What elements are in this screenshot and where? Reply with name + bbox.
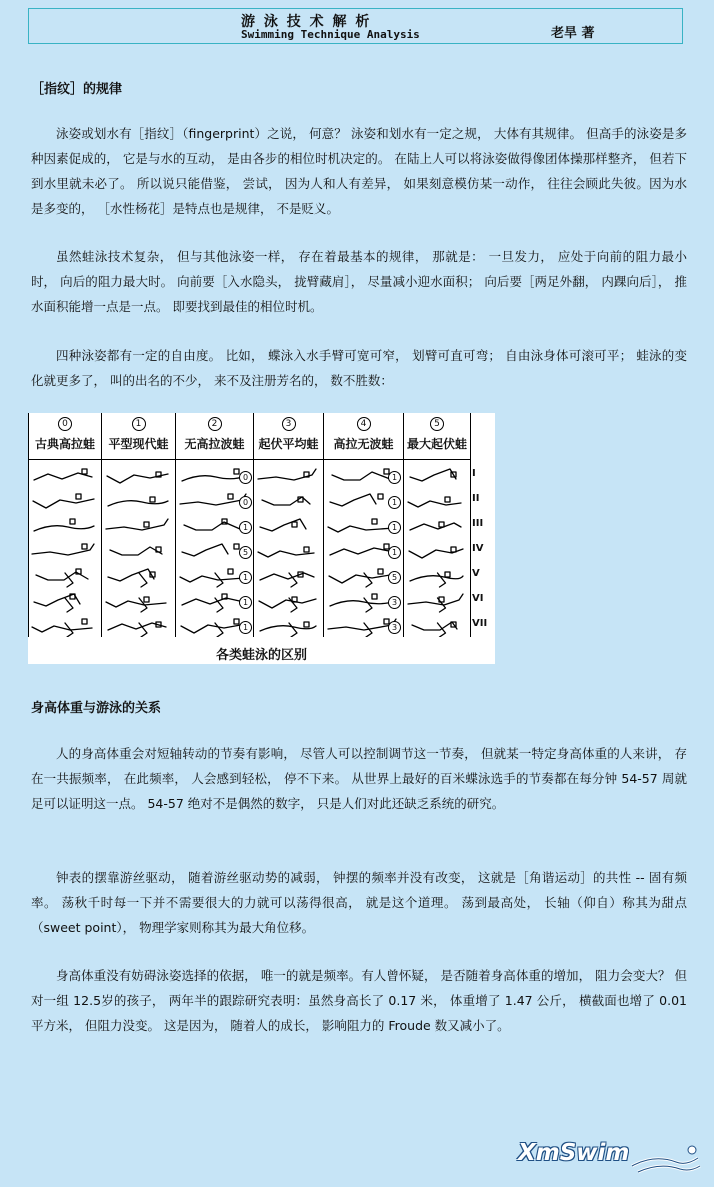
column-number: 5 — [430, 417, 444, 431]
column-name: 无高拉波蛙 — [184, 437, 245, 451]
column-number: 3 — [282, 417, 296, 431]
section1-paragraph-3: 四种泳姿都有一定的自由度。 比如， 蝶泳入水手臂可宽可窄， 划臂可直可弯； 自由泳身体可滚可平； 蛙泳的变化就更多了， 叫的出名的不少， 来不及注册芳名的， 数不胜数： — [31, 348, 687, 388]
phase-badge: 5 — [388, 571, 401, 584]
column-number: 1 — [132, 417, 146, 431]
row-label: IV — [472, 543, 484, 554]
section1-paragraph-1: 泳姿或划水有［指纹］（fingerprint）之说， 何意？ 泳姿和划水有一定之规， 大体有其规律。 但高手的泳姿是多种因素促成的， 它是与水的互动， 是由各步的相位时机决定的。 在陆上人可以将泳姿做得像团体操那样整齐， 但若下到水里就未必了。 所以说只能借鉴， 尝试， 因为人和人有差异， 如果刻意模仿某一动作， 往往会顾此失彼。因为水是多变的， ［水性杨花］是特点也是规律， 不是贬义。 — [31, 126, 687, 216]
row-label: III — [472, 518, 484, 529]
header-title-cn: 游 泳 技 术 解 析 — [241, 14, 372, 30]
column-number: 0 — [58, 417, 72, 431]
phase-badge: 5 — [239, 546, 252, 559]
figure-caption: 各类蛙泳的区别 — [215, 648, 307, 663]
column-name: 起伏平均蛙 — [258, 437, 319, 451]
swim-waves-icon — [514, 1140, 704, 1176]
phase-badge: 3 — [388, 596, 401, 609]
phase-badge: 1 — [388, 546, 401, 559]
row-label: V — [472, 568, 480, 579]
column-name: 高拉无波蛙 — [333, 437, 394, 451]
column-name: 古典高拉蛙 — [34, 437, 95, 451]
phase-badge: 1 — [239, 521, 252, 534]
row-label: VII — [472, 618, 488, 629]
phase-badge: 1 — [388, 471, 401, 484]
column-number: 2 — [208, 417, 222, 431]
phase-badge: 1 — [388, 521, 401, 534]
section2-paragraph-3: 身高体重没有妨碍泳姿选择的依据， 唯一的就是频率。有人曾怀疑， 是否随着身高体重的增加， 阻力会变大？ 但对一组 12.5岁的孩子， 两年半的跟踪研究表明：虽然身高长了 0.17 米， 体重增了 1.47 公斤， 横截面也增了 0.01 平方米， 但阻力没变。 这是因为， 随着人的成长， 影响阻力的 Froude 数又减小了。 — [31, 968, 687, 1033]
row-label: VI — [472, 593, 484, 604]
section2-paragraph-2: 钟表的摆靠游丝驱动， 随着游丝驱动势的减弱， 钟摆的频率并没有改变， 这就是［角谐运动］的共性 -- 固有频率。 荡秋千时每一下并不需要很大的力就可以荡得很高， 就是这个道理。 荡到最高处， 长轴（仰自）称其为甜点（sweet point）， 物理学家则称其为最大角位移。 — [31, 870, 687, 935]
breaststroke-figure — [28, 413, 495, 664]
phase-badge: 1 — [388, 496, 401, 509]
column-name: 平型现代蛙 — [108, 437, 169, 451]
section2-paragraph-1: 人的身高体重会对短轴转动的节奏有影响， 尽管人可以控制调节这一节奏， 但就某一特定身高体重的人来讲， 存在一共振频率， 在此频率， 人会感到轻松， 停不下来。 从世界上最好的百米蝶泳选手的节奏都在每分钟 54-57 周就足可以证明这一点。 54-57 绝对不是偶然的数字， 只是人们对此还缺乏系统的研究。 — [31, 746, 687, 811]
header-title-en: Swimming Technique Analysis — [241, 28, 420, 41]
phase-badge: 1 — [239, 571, 252, 584]
xmswim-logo — [514, 1140, 704, 1176]
figure-grid — [28, 413, 495, 637]
logo-text: XmSwim — [518, 1140, 630, 1166]
phase-badge: 3 — [388, 621, 401, 634]
header-box — [28, 8, 683, 44]
section1-title: ［指纹］的规律 — [31, 82, 123, 97]
header-author: 老旱 著 — [551, 26, 595, 41]
phase-badge: 1 — [239, 596, 252, 609]
section2-title: 身高体重与游泳的关系 — [31, 701, 162, 716]
row-label: II — [472, 493, 480, 504]
column-name: 最大起伏蛙 — [406, 437, 467, 451]
phase-badge: 1 — [239, 621, 252, 634]
phase-badge: 0 — [239, 471, 252, 484]
phase-badge: 0 — [239, 496, 252, 509]
section1-paragraph-2: 虽然蛙泳技术复杂， 但与其他泳姿一样， 存在着最基本的规律， 那就是： 一旦发力， 应处于向前的阻力最小时， 向后的阻力最大时。 向前要［入水隐头， 拢臂藏肩］， 尽量减小迎水面积； 向后要［两足外翻， 内踝向后］， 推水面积能增一点是一点。 即要找到最佳的相位时机。 — [31, 249, 687, 314]
row-label: I — [472, 468, 476, 479]
column-number: 4 — [357, 417, 371, 431]
